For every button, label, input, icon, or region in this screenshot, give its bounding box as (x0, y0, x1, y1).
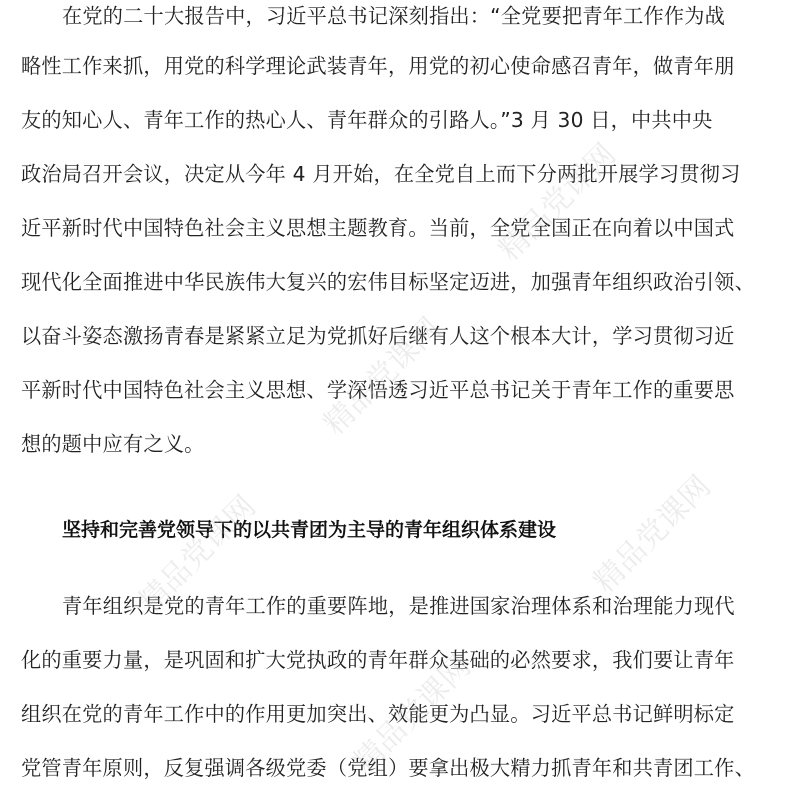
watermark-1: 精品党课网 (492, 137, 623, 268)
watermark-2: 精品党课网 (317, 311, 448, 442)
paragraph-1-line-5: 近平新时代中国特色社会主义思想主题教育。当前，全党全国正在向着以中国式 (21, 216, 735, 240)
paragraph-1-line-8: 平新时代中国特色社会主义思想、学深悟透习近平总书记关于青年工作的重要思 (21, 378, 735, 402)
watermark-5: 精品党课网 (347, 649, 478, 780)
paragraph-1-line-9: 想的题中应有之义。 (21, 432, 205, 456)
paragraph-2-line-3: 组织在党的青年工作中的作用更加突出、效能更为凸显。习近平总书记鲜明标定 (21, 702, 735, 726)
paragraph-1-line-4: 政治局召开会议，决定从今年 4 月开始，在全党自上而下分两批开展学习贯彻习 (21, 162, 741, 186)
paragraph-1-line-7: 以奋斗姿态激扬青春是紧紧立足为党抓好后继有人这个根本大计，学习贯彻习近 (21, 324, 735, 348)
paragraph-2-line-4: 党管青年原则，反复强调各级党委（党组）要拿出极大精力抓青年和共青团工作、 (21, 756, 755, 780)
paragraph-2-line-1: 青年组织是党的青年工作的重要阵地，是推进国家治理体系和治理能力现代 (62, 594, 735, 618)
paragraph-1-line-6: 现代化全面推进中华民族伟大复兴的宏伟目标坚定迈进，加强青年组织政治引领、 (21, 270, 755, 294)
paragraph-1-line-2: 略性工作来抓，用党的科学理论武装青年，用党的初心使命感召青年，做青年朋 (21, 54, 735, 78)
watermark-3: 精品党课网 (587, 469, 718, 600)
paragraph-2-line-2: 化的重要力量，是巩固和扩大党执政的青年群众基础的必然要求，我们要让青年 (21, 648, 735, 672)
paragraph-1-line-3: 友的知心人、青年工作的热心人、青年群众的引路人。”3 月 30 日，中共中央 (21, 108, 713, 132)
section-heading: 坚持和完善党领导下的以共青团为主导的青年组织体系建设 (62, 519, 557, 541)
paragraph-1-line-1: 在党的二十大报告中，习近平总书记深刻指出：“全党要把青年工作作为战 (62, 4, 726, 28)
watermark-4: 精品党课网 (132, 489, 263, 620)
